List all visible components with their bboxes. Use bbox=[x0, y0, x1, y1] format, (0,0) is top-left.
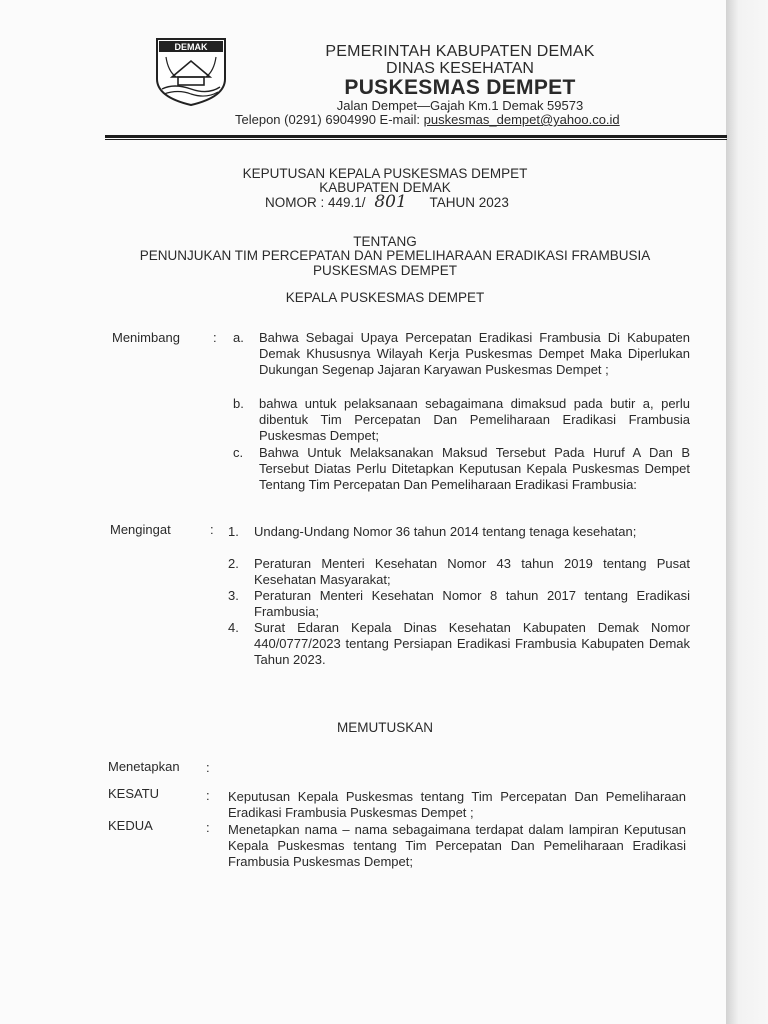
item-marker: c. bbox=[233, 445, 244, 460]
issuer-heading: KEPALA PUSKESMAS DEMPET bbox=[285, 290, 485, 305]
demak-emblem-logo bbox=[154, 37, 228, 107]
mengingat-item-3 bbox=[228, 588, 690, 620]
letterhead-rule-thin bbox=[105, 139, 727, 140]
menimbang-item-b bbox=[233, 396, 690, 443]
header-email-link[interactable]: puskesmas_dempet@yahoo.co.id bbox=[423, 112, 620, 127]
menetapkan-colon: : bbox=[206, 760, 210, 775]
header-institution: PUSKESMAS DEMPET bbox=[344, 76, 576, 99]
item-text: Undang-Undang Nomor 36 tahun 2014 tentang tenaga kesehatan; bbox=[254, 524, 637, 539]
menetapkan-label: Menetapkan bbox=[108, 759, 180, 774]
item-marker: 2. bbox=[228, 556, 239, 571]
header-contact bbox=[235, 112, 620, 127]
item-text: Peraturan Menteri Kesehatan Nomor 43 tahun 2019 tentang Pusat Kesehatan Masyarakat; bbox=[254, 556, 690, 587]
menimbang-colon: : bbox=[213, 330, 217, 345]
subject-line-1: PENUNJUKAN TIM PERCEPATAN DAN PEMELIHARAAN ERADIKASI FRAMBUSIA bbox=[139, 248, 651, 263]
item-marker: 3. bbox=[228, 588, 239, 603]
item-text: Surat Edaran Kepala Dinas Kesehatan Kabupaten Demak Nomor 440/0777/2023 tentang Persiapan Eradikasi Frambusia Kabupaten Demak Tahun 2023. bbox=[254, 620, 690, 667]
decree-year: TAHUN 2023 bbox=[429, 195, 509, 210]
item-text: Peraturan Menteri Kesehatan Nomor 8 tahun 2017 tentang Eradikasi Frambusia; bbox=[254, 588, 690, 619]
menimbang-label: Menimbang bbox=[112, 330, 180, 345]
mengingat-item-4 bbox=[228, 620, 690, 667]
memutuskan-heading: MEMUTUSKAN bbox=[336, 720, 433, 735]
kedua-text: Menetapkan nama – nama sebagaimana terdapat dalam lampiran Keputusan Kepala Puskesmas tentang Tim Percepatan Dan Pemeliharaan Eradikasi Frambusia Puskesmas Dempet; bbox=[228, 822, 686, 869]
mengingat-item-2 bbox=[228, 556, 690, 588]
letterhead-rule-thick bbox=[105, 135, 727, 138]
kedua-label: KEDUA bbox=[108, 818, 153, 833]
header-government: PEMERINTAH KABUPATEN DEMAK bbox=[325, 43, 595, 60]
item-marker: a. bbox=[233, 330, 244, 345]
kesatu-text: Keputusan Kepala Puskesmas tentang Tim Percepatan Dan Pemeliharaan Eradikasi Frambusia Puskesmas Dempet ; bbox=[228, 789, 686, 820]
header-department: DINAS KESEHATAN bbox=[386, 60, 534, 77]
header-address: Jalan Dempet—Gajah Km.1 Demak 59573 bbox=[336, 98, 584, 113]
item-marker: 1. bbox=[228, 524, 239, 539]
page-edge-shadow bbox=[726, 0, 768, 1024]
mengingat-label: Mengingat bbox=[110, 522, 171, 537]
nomor-handwritten: 801 bbox=[374, 192, 407, 212]
subject-label: TENTANG bbox=[353, 234, 417, 249]
decree-title: KEPUTUSAN KEPALA PUSKESMAS DEMPET bbox=[242, 166, 528, 181]
kesatu-colon: : bbox=[206, 788, 210, 803]
decree-number bbox=[265, 192, 509, 212]
kedua-colon: : bbox=[206, 820, 210, 835]
item-marker: 4. bbox=[228, 620, 239, 635]
subject-line-2: PUSKESMAS DEMPET bbox=[312, 263, 458, 278]
logo-text: DEMAK bbox=[174, 42, 208, 52]
mengingat-item-1 bbox=[228, 524, 690, 540]
mengingat-colon: : bbox=[210, 522, 214, 537]
menimbang-item-c bbox=[233, 445, 690, 492]
decree-region: KABUPATEN DEMAK bbox=[319, 180, 451, 195]
nomor-label: NOMOR : 449.1/ bbox=[265, 195, 366, 210]
header-phone: Telepon (0291) 6904990 E-mail: bbox=[235, 112, 424, 127]
kesatu-label: KESATU bbox=[108, 786, 160, 801]
menimbang-item-a bbox=[233, 330, 690, 377]
item-text: Bahwa Untuk Melaksanakan Maksud Tersebut Pada Huruf A Dan B Tersebut Diatas Perlu Ditetapkan Keputusan Kepala Puskesmas Dempet Tentang Tim Percepatan Dan Pemeliharaan Eradikasi Frambusia: bbox=[259, 445, 690, 492]
item-text: Bahwa Sebagai Upaya Percepatan Eradikasi Frambusia Di Kabupaten Demak Khususnya Wilayah Kerja Puskesmas Dempet Maka Diperlukan Dukungan Segenap Jajaran Karyawan Puskesmas Dempet ; bbox=[259, 330, 690, 377]
item-text: bahwa untuk pelaksanaan sebagaimana dimaksud pada butir a, perlu dibentuk Tim Percepatan Dan Pemeliharaan Eradikasi Frambusia Puskesmas Dempet; bbox=[259, 396, 690, 443]
item-marker: b. bbox=[233, 396, 244, 411]
